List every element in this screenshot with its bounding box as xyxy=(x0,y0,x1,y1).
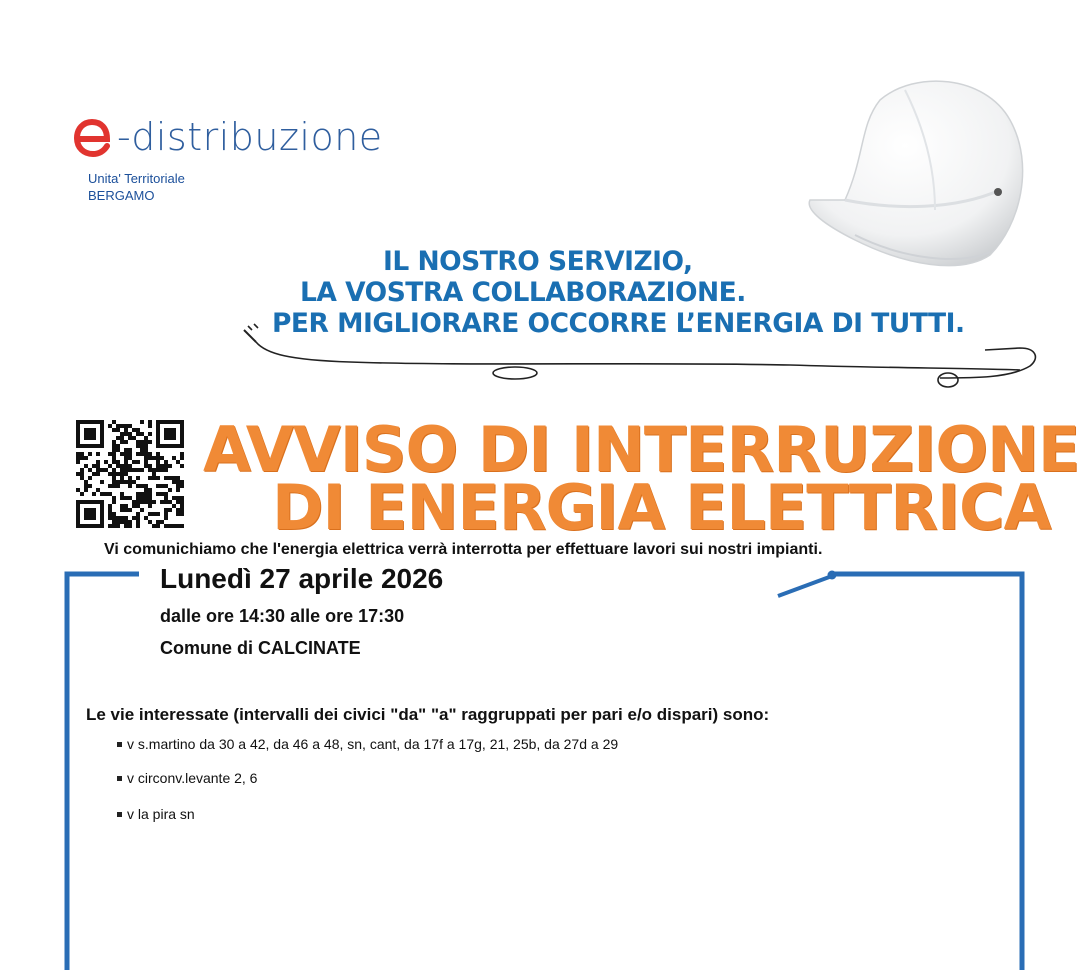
slogan-line-1: IL NOSTRO SERVIZIO, xyxy=(383,246,693,277)
territorial-unit xyxy=(88,170,185,204)
slogan-line-3: PER MIGLIORARE OCCORRE L’ENERGIA DI TUTTI. xyxy=(272,308,965,339)
slogan-line-2: LA VOSTRA COLLABORAZIONE. xyxy=(300,277,746,308)
streets-heading: Le vie interessate (intervalli dei civici "da" "a" raggruppati per pari e/o dispari) sono: xyxy=(86,705,770,724)
list-item xyxy=(117,736,618,752)
street-text: v la pira sn xyxy=(127,806,195,822)
notice-title-line-2: DI ENERGIA ELETTRICA xyxy=(272,471,1051,544)
bullet-icon xyxy=(117,812,122,817)
helmet-icon xyxy=(785,60,1045,290)
list-item xyxy=(117,806,195,822)
plug-icon xyxy=(244,324,1020,370)
notice-title-line-1: AVVISO DI INTERRUZIONE xyxy=(203,413,1080,486)
street-text: v circonv.levante 2, 6 xyxy=(127,770,258,786)
unit-city: BERGAMO xyxy=(88,188,155,203)
company-logo xyxy=(70,112,383,162)
list-item xyxy=(117,770,257,786)
qr-code-icon xyxy=(76,420,184,528)
outage-date: Lunedì 27 aprile 2026 xyxy=(160,563,444,594)
unit-label: Unita' Territoriale xyxy=(88,171,185,186)
outage-hours: dalle ore 14:30 alle ore 17:30 xyxy=(160,606,405,626)
notice-intro: Vi comunichiamo che l'energia elettrica verrà interrotta per effettuare lavori sui nostri impianti. xyxy=(104,541,823,558)
bullet-icon xyxy=(117,776,122,781)
bullet-icon xyxy=(117,742,122,747)
e-logo-icon xyxy=(70,114,116,160)
plug-cable-icon xyxy=(230,318,1050,398)
street-text: v s.martino da 30 a 42, da 46 a 48, sn, cant, da 17f a 17g, 21, 25b, da 27d a 29 xyxy=(127,736,619,752)
logo-text: -distribuzione xyxy=(117,115,383,159)
outage-municipality: Comune di CALCINATE xyxy=(160,638,361,658)
